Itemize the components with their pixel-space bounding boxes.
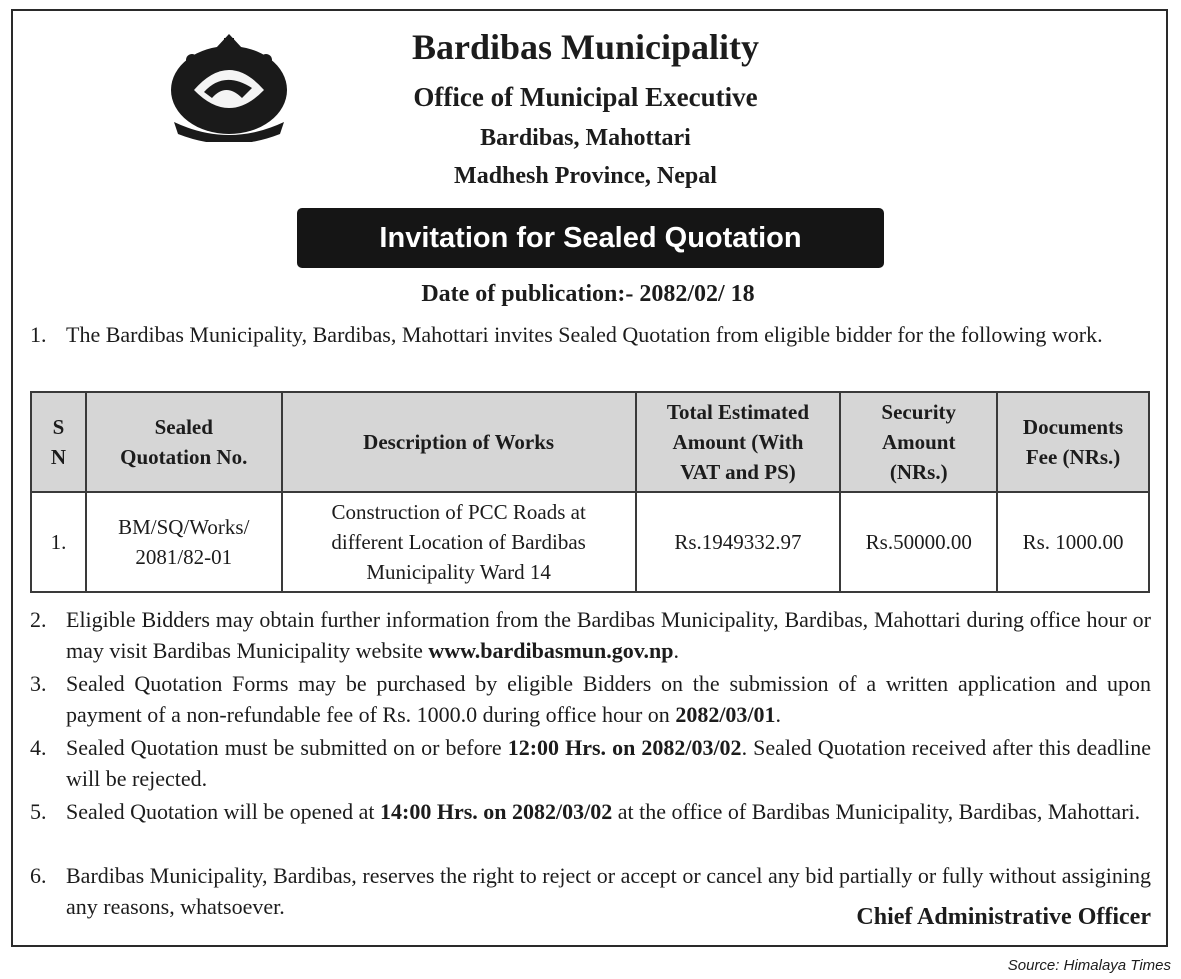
clause-number: 2. <box>30 607 47 632</box>
clause-number: 4. <box>30 735 47 760</box>
clause-number: 1. <box>30 322 47 347</box>
clause-text: Sealed Quotation Forms may be purchased by eligible Bidders on the submission of a written application and upon payment of a non-refundable fee of Rs. 1000.0 during office hour on 2082/03/01. <box>66 671 1151 727</box>
office-province: Madhesh Province, Nepal <box>454 163 717 189</box>
cell-documents-fee: Rs. 1000.00 <box>997 492 1149 592</box>
clause-4 <box>30 732 1151 794</box>
col-security-amount: Security Amount (NRs.) <box>840 392 997 492</box>
source-credit: Source: Himalaya Times <box>1007 957 1171 974</box>
cell-security-amount: Rs.50000.00 <box>840 492 997 592</box>
clause-3 <box>30 668 1151 730</box>
office-location: Bardibas, Mahottari <box>480 125 691 151</box>
cell-description: Construction of PCC Roads at different Location of Bardibas Municipality Ward 14 <box>282 492 636 592</box>
col-description: Description of Works <box>282 392 636 492</box>
clause-2 <box>30 604 1151 666</box>
cell-estimated-amount: Rs.1949332.97 <box>636 492 841 592</box>
publication-date: Date of publication:- 2082/02/ 18 <box>421 281 755 307</box>
notice-banner: Invitation for Sealed Quotation <box>297 208 884 268</box>
clause-text: Sealed Quotation will be opened at 14:00 Hrs. on 2082/03/02 at the office of Bardibas Municipality, Bardibas, Mahottari. <box>66 799 1141 824</box>
signature-title: Chief Administrative Officer <box>856 904 1151 930</box>
clause-number: 6. <box>30 863 47 888</box>
cell-sn: 1. <box>31 492 86 592</box>
cell-quotation-no: BM/SQ/Works/ 2081/82-01 <box>86 492 282 592</box>
col-sn: S N <box>31 392 86 492</box>
col-quotation-no: Sealed Quotation No. <box>86 392 282 492</box>
clause-text: Bardibas Municipality, Bardibas, reserves the right to reject or accept or cancel any bid partially or fully without assigining any reasons, whatsoever. <box>66 863 1151 919</box>
clause-text: The Bardibas Municipality, Bardibas, Mahottari invites Sealed Quotation from eligible bidder for the following work. <box>66 322 1103 347</box>
col-estimated-amount: Total Estimated Amount (With VAT and PS) <box>636 392 841 492</box>
clause-5 <box>30 796 1151 827</box>
table-row <box>31 492 1149 592</box>
clause-number: 5. <box>30 799 47 824</box>
website-link[interactable]: www.bardibasmun.gov.np <box>428 638 674 663</box>
clause-text: Eligible Bidders may obtain further information from the Bardibas Municipality, Bardibas, Mahottari during office hour or may visit Bardibas Municipality website www.bardibasmun.gov.np. <box>66 607 1151 663</box>
clause-text: Sealed Quotation must be submitted on or before 12:00 Hrs. on 2082/03/02. Sealed Quotation received after this deadline will be rejected. <box>66 735 1151 791</box>
office-name: Office of Municipal Executive <box>413 82 758 112</box>
col-documents-fee: Documents Fee (NRs.) <box>997 392 1149 492</box>
quotation-table <box>30 391 1150 593</box>
table-header-row <box>31 392 1149 492</box>
clause-number: 3. <box>30 671 47 696</box>
municipality-title: Bardibas Municipality <box>411 27 760 67</box>
clause-1 <box>30 319 1151 350</box>
